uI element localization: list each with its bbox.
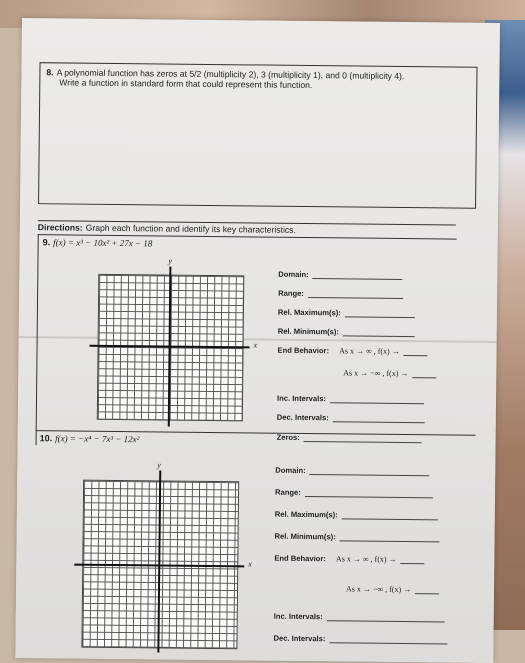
q9-domain-answer[interactable] xyxy=(313,270,403,280)
question-8-line1: A polynomial function has zeros at 5/2 (multiplicity 2), 3 (multiplicity 1), and 0 (multiplicity 4). xyxy=(56,67,405,82)
question-8-text xyxy=(46,67,404,91)
q10-range-label: Range: xyxy=(275,487,301,497)
q10-inc-answer[interactable] xyxy=(327,612,445,622)
q10-end-behavior-2: As x → −∞ , f(x) → xyxy=(345,584,412,595)
q9-end-behavior-1: As x → ∞ , f(x) → xyxy=(339,346,400,356)
question-10-heading xyxy=(40,433,140,444)
q10-end-behavior-label: End Behavior: xyxy=(274,553,326,564)
q9-range-answer[interactable] xyxy=(308,289,403,299)
q9-inc-answer[interactable] xyxy=(330,394,424,404)
q10-eb1-answer[interactable] xyxy=(401,555,425,564)
q10-range-answer[interactable] xyxy=(305,488,433,498)
question-8-number: 8. xyxy=(46,67,54,78)
q10-inc-label: Inc. Intervals: xyxy=(273,611,323,622)
q9-end-behavior-2: As x → −∞ , f(x) → xyxy=(343,368,409,379)
q9-dec-answer[interactable] xyxy=(333,413,425,423)
q9-eb2-answer[interactable] xyxy=(412,369,436,378)
question-8-line2: Write a function in standard form that could represent this function. xyxy=(59,77,313,91)
q9-end-behavior-label: End Behavior: xyxy=(277,345,330,356)
question-9-function: f(x) = x³ − 10x² + 27x − 18 xyxy=(53,237,153,249)
q10-rel-min-answer[interactable] xyxy=(340,532,440,542)
q10-rel-max-answer[interactable] xyxy=(342,510,438,520)
q10-domain-label: Domain: xyxy=(275,465,306,475)
q9-dec-label: Dec. Intervals: xyxy=(276,412,329,423)
question-10-x-label: x xyxy=(248,559,252,569)
question-9-section xyxy=(36,234,457,449)
question-9-x-label: x xyxy=(253,340,258,350)
q9-rel-min-label: Rel. Minimum(s): xyxy=(277,326,339,337)
q10-rel-min-label: Rel. Minimum(s): xyxy=(274,531,336,542)
question-10-number: 10. xyxy=(39,433,53,444)
q10-domain-answer[interactable] xyxy=(310,466,430,476)
question-8-box xyxy=(38,62,477,209)
q10-eb2-answer[interactable] xyxy=(415,585,439,594)
question-10-section xyxy=(33,430,475,656)
q10-dec-answer[interactable] xyxy=(329,634,447,644)
q10-end-behavior-1: As x → ∞ , f(x) → xyxy=(335,554,397,564)
q9-zeros-label: Zeros: xyxy=(276,432,300,442)
question-9-y-label: y xyxy=(168,256,173,266)
q9-domain-label: Domain: xyxy=(278,269,309,280)
directions-label: Directions: xyxy=(37,222,83,233)
directions-text: Graph each function and identify its key characteristics. xyxy=(85,222,296,235)
q10-rel-max-label: Rel. Maximum(s): xyxy=(274,509,338,520)
q10-dec-label: Dec. Intervals: xyxy=(273,633,326,644)
question-10-y-label: y xyxy=(157,460,161,470)
q9-eb1-answer[interactable] xyxy=(404,347,428,356)
q9-range-label: Range: xyxy=(278,288,304,298)
q9-rel-max-label: Rel. Maximum(s): xyxy=(277,307,341,318)
worksheet-page xyxy=(15,18,500,663)
q9-rel-min-answer[interactable] xyxy=(343,327,415,337)
q9-rel-max-answer[interactable] xyxy=(345,308,415,318)
question-9-number: 9. xyxy=(42,237,51,248)
question-9-heading xyxy=(43,237,153,248)
question-10-function: f(x) = −x⁴ − 7x³ − 12x² xyxy=(55,433,140,445)
q9-inc-label: Inc. Intervals: xyxy=(276,393,327,404)
